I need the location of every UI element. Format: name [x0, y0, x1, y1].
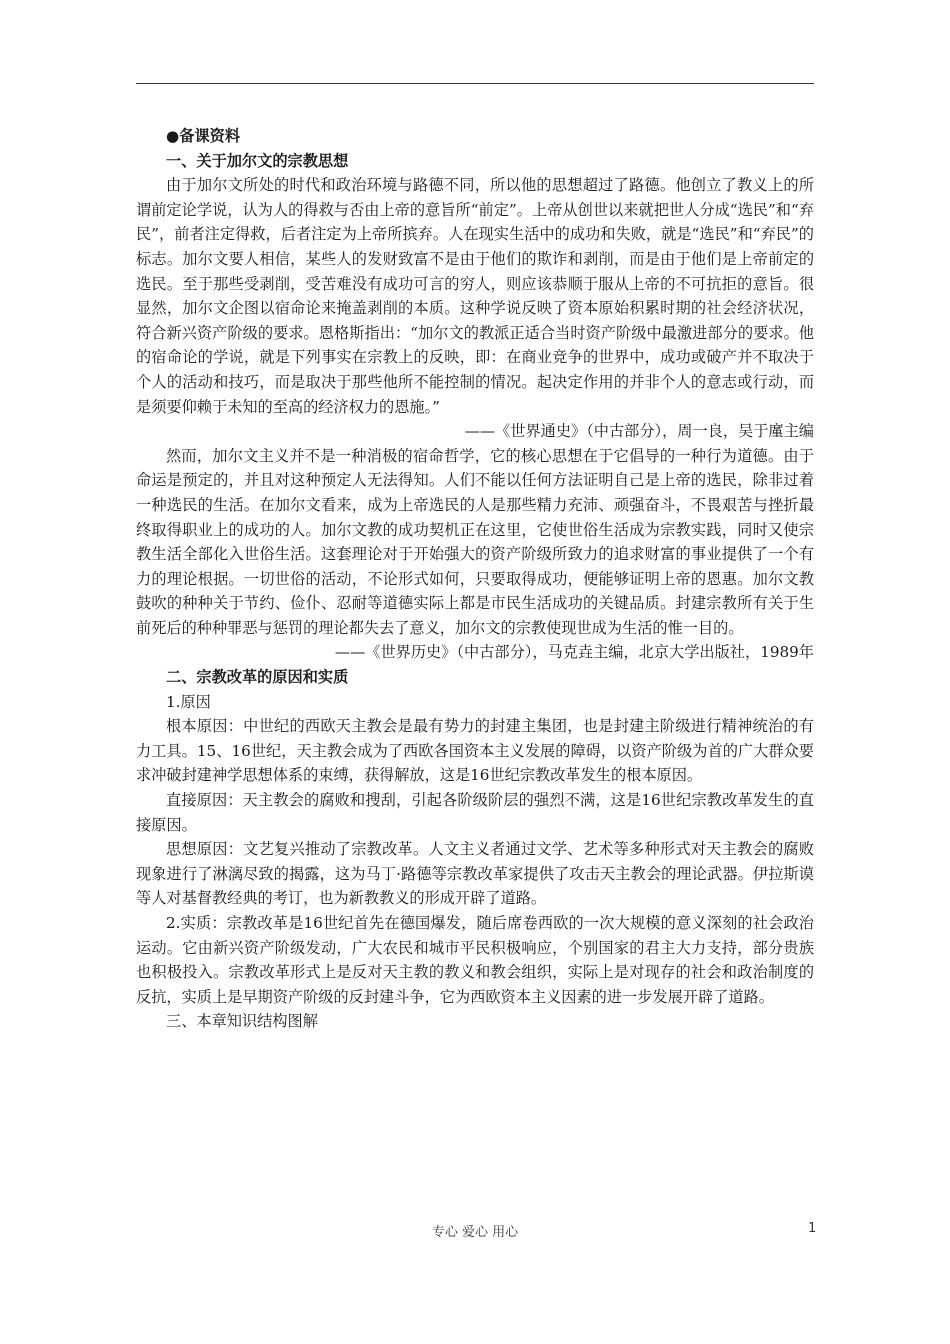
- heading-calvin: 一、关于加尔文的宗教思想: [166, 151, 349, 170]
- paragraph-calvin-predestination: 由于加尔文所处的时代和政治环境与路德不同，所以他的思想超过了路德。他创立了教义上的所谓前定论学说，认为人的得救与否由上帝的意旨所“前定”。上帝从创世以来就把世人分成“选民”和“弃民”，前者注定得救，后者注定为上帝所摈弃。人在现实生活中的成功和失败，就是“选民”和“弃民”的标志。加尔文要人相信，某些人的发财致富不是由于他们的欺诈和剥削，而是由于他们是上帝前定的选民。至于那些受剥削，受苦难没有成功可言的穷人，则应该恭顺于服从上帝的不可抗拒的意旨。很显然，加尔文企图以宿命论来掩盖剥削的本质。这种学说反映了资本原始积累时期的社会经济状况，符合新兴资产阶级的要求。恩格斯指出：“加尔文的教派正适合当时资产阶级中最激进部分的要求。他的宿命论的学说，就是下列事实在宗教上的反映，即：在商业竞争的世界中，成功或破产并不取决于个人的活动和技巧，而是取决于那些他所不能控制的情况。起决定作用的并非个人的意志或行动，而是须要仰赖于未知的至高的经济权力的恩施。”: [136, 176, 814, 416]
- subheading-causes: 1.原因: [166, 692, 211, 711]
- paragraph-root-cause: 根本原因：中世纪的西欧天主教会是最有势力的封建主集团，也是封建主阶级进行精神统治的有力工具。15、16世纪，天主教会成为了西欧各国资本主义发展的障碍，以资产阶级为首的广大群众要求冲破封建神学思想体系的束缚，获得解放，这是16世纪宗教改革发生的根本原因。: [136, 717, 814, 785]
- citation-world-history: ——《世界历史》（中古部分），马克垚主编，北京大学出版社，1989年: [334, 643, 814, 662]
- paragraph-direct-cause: 直接原因：天主教会的腐败和搜刮，引起各阶级阶层的强烈不满，这是16世纪宗教改革发生的直接原因。: [136, 791, 814, 834]
- header-rule: [136, 83, 814, 84]
- section-marker: ●备课资料: [166, 127, 241, 145]
- heading-knowledge-structure: 三、本章知识结构图解: [166, 1012, 318, 1031]
- paragraph-ideological-cause: 思想原因：文艺复兴推动了宗教改革。人文主义者通过文学、艺术等多种形式对天主教会的腐败现象进行了淋漓尽致的揭露，这为马丁·路德等宗教改革家提供了攻击天主教会的理论武器。伊拉斯谟等人对基督教经典的考订，也为新教教义的形成开辟了道路。: [136, 840, 814, 908]
- page-number: 1: [808, 1221, 817, 1236]
- paragraph-calvinism-ethics: 然而，加尔文主义并不是一种消极的宿命哲学，它的核心思想在于它倡导的一种行为道德。由于命运是预定的，并且对这种预定人无法得知。人们不能以任何方法证明自己是上帝的选民，除非过着一种选民的生活。在加尔文看来，成为上帝选民的人是那些精力充沛、顽强奋斗，不畏艰苦与挫折最终取得职业上的成功的人。加尔文教的成功契机正在这里，它使世俗生活成为宗教实践，同时又使宗教生活全部化入世俗生活。这套理论对于开始强大的资产阶级所致力的追求财富的事业提供了一个有力的理论根据。一切世俗的活动，不论形式如何，只要取得成功，便能够证明上帝的恩惠。加尔文教鼓吹的种种关于节约、俭仆、忍耐等道德实际上都是市民生活成功的关键品质。封建宗教所有关于生前死后的种种罪恶与惩罚的理论都失去了意义，加尔文的宗教使现世成为生活的惟一目的。: [136, 446, 814, 637]
- footer-motto: 专心 爱心 用心: [431, 1225, 519, 1240]
- citation-world-general-history: ——《世界通史》（中古部分），周一良，吴于廑主编: [464, 422, 814, 441]
- document-body: [136, 124, 814, 1034]
- heading-reformation: 二、宗教改革的原因和实质: [166, 668, 349, 687]
- paragraph-essence: 2.实质：宗教改革是16世纪首先在德国爆发，随后席卷西欧的一次大规模的意义深刻的社会政治运动。它由新兴资产阶级发动，广大农民和城市平民积极响应，个别国家的君主大力支持，部分贵族也积极投入。宗教改革形式上是反对天主教的教义和教会组织，实际上是对现存的社会和政治制度的反抗，实质上是早期资产阶级的反封建斗争，它为西欧资本主义因素的进一步发展开辟了道路。: [136, 914, 814, 1006]
